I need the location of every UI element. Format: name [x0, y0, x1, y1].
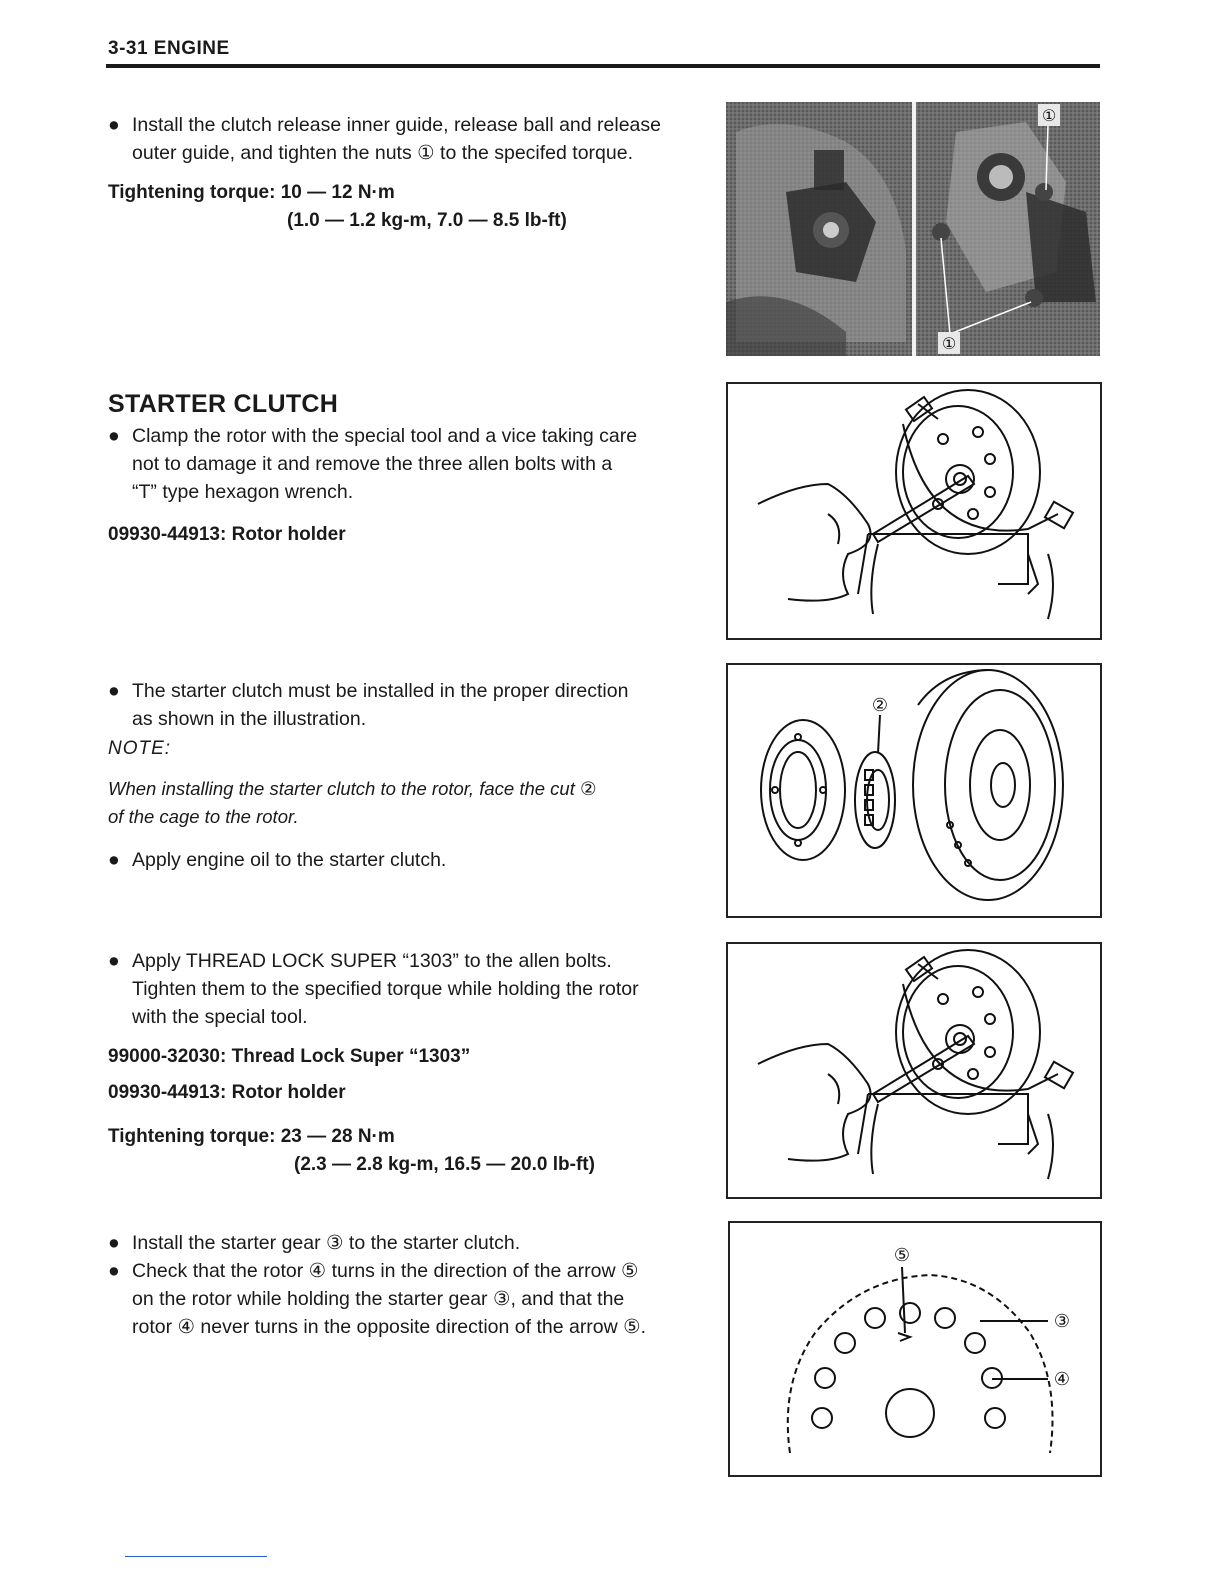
torque-spec-2: Tightening torque: 23 — 28 N·m — [108, 1126, 395, 1147]
bullet-line: not to damage it and remove the three allen bolts with a — [132, 453, 613, 475]
torque-spec-1-alt: (1.0 — 1.2 kg-m, 7.0 — 8.5 lb-ft) — [287, 210, 567, 231]
fig5-callout-arrow: ⑤ — [893, 1245, 911, 1266]
bullet-dot: ● — [108, 114, 120, 136]
bullet-line: Clamp the rotor with the special tool and a vice taking care — [132, 425, 638, 447]
bullet-dot: ● — [108, 1260, 120, 1282]
bullet-dot: ● — [108, 950, 120, 972]
bullet-apply-thread-lock — [108, 947, 639, 1031]
tool-rotor-holder: 09930-44913: Rotor holder — [108, 524, 346, 545]
bullet-line: rotor ④ never turns in the opposite direction of the arrow ⑤. — [132, 1316, 647, 1338]
bullet-line: “T” type hexagon wrench. — [132, 481, 354, 503]
figure-rotor-holder-tighten — [726, 942, 1102, 1199]
bullet-dot: ● — [108, 680, 120, 702]
header-rule — [106, 64, 1100, 68]
fig3-callout-cut: ② — [871, 695, 889, 716]
bullet-dot: ● — [108, 1232, 120, 1254]
note-line: of the cage to the rotor. — [108, 806, 299, 827]
section-title-starter-clutch: STARTER CLUTCH — [108, 390, 339, 418]
bullet-line: Apply THREAD LOCK SUPER “1303” to the allen bolts. — [132, 950, 612, 972]
figure-rotor-holder-removal — [726, 382, 1102, 640]
bullet-line: with the special tool. — [132, 1006, 308, 1028]
bullet-clamp-rotor — [108, 422, 637, 506]
photo-callout-top: ① — [1041, 106, 1057, 125]
bullet-dot: ● — [108, 849, 120, 871]
figure-starter-clutch-exploded — [726, 663, 1102, 918]
bullet-line: Tighten them to the specified torque while holding the rotor — [132, 978, 639, 1000]
bullet-line: Install the clutch release inner guide, release ball and release — [132, 114, 661, 136]
note-text — [108, 775, 708, 831]
bullet-line: Apply engine oil to the starter clutch. — [132, 849, 447, 871]
part-thread-lock: 99000-32030: Thread Lock Super “1303” — [108, 1046, 471, 1067]
torque-spec-2-alt: (2.3 — 2.8 kg-m, 16.5 — 20.0 lb-ft) — [294, 1154, 595, 1175]
bullet-line: Check that the rotor ④ turns in the direction of the arrow ⑤ — [132, 1260, 639, 1282]
bullet-apply-engine-oil — [108, 846, 446, 874]
bullet-line: outer guide, and tighten the nuts ① to the specifed torque. — [132, 142, 633, 164]
bullet-check-rotor-direction — [108, 1257, 646, 1341]
bullet-line: on the rotor while holding the starter gear ③, and that the — [132, 1288, 625, 1310]
fig5-callout-gear: ③ — [1053, 1311, 1071, 1332]
bullet-line: Install the starter gear ③ to the starter clutch. — [132, 1232, 521, 1254]
torque-spec-1: Tightening torque: 10 — 12 N·m — [108, 182, 395, 203]
bullet-line: The starter clutch must be installed in the proper direction — [132, 680, 629, 702]
part-rotor-holder: 09930-44913: Rotor holder — [108, 1082, 346, 1103]
fig5-callout-rotor: ④ — [1053, 1369, 1071, 1390]
bullet-install-release-guide — [108, 111, 661, 167]
page-header-title: 3-31 ENGINE — [108, 38, 230, 59]
bullet-line: as shown in the illustration. — [132, 708, 367, 730]
bullet-dot: ● — [108, 425, 120, 447]
photo-callout-bottom: ① — [941, 334, 957, 353]
photo-clutch-release — [726, 102, 1100, 356]
note-label: NOTE: — [108, 738, 172, 759]
footer-link-underline — [125, 1556, 267, 1557]
figure-starter-gear-direction — [728, 1221, 1102, 1477]
note-line: When installing the starter clutch to the rotor, face the cut ② — [108, 778, 597, 799]
bullet-install-starter-gear — [108, 1229, 520, 1257]
bullet-starter-clutch-direction — [108, 677, 628, 733]
